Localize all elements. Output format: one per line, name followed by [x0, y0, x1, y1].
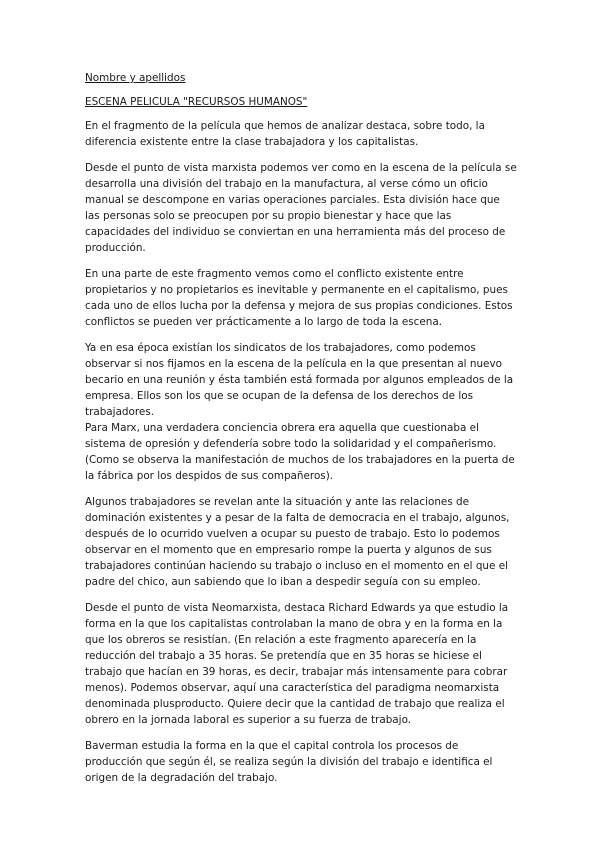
paragraph-text: Para Marx, una verdadera conciencia obrera era aquella que cuestionaba el sistema de opresión y defendería sobre todo la solidaridad y el compañerismo. (Como se observa la manifestación de muchos de los trabajadores en la puerta de la fábrica por los despidos de sus compañeros).: [85, 422, 515, 482]
paragraph-text: Baverman estudia la forma en la que el capital controla los procesos de producción que según él, se realiza según la división del trabajo e identifica el origen de la degradación del trabajo.: [85, 740, 493, 784]
paragraph-text: Ya en esa época existían los sindicatos de los trabajadores, como podemos observar si nos fijamos en la escena de la película en la que presentan al nuevo becario en una reunión y ésta también está formada por algunos empleados de la empresa. Ellos son los que se ocupan de la defensa de los derechos de los trabajadores.: [85, 342, 514, 418]
paragraph-text: En una parte de este fragmento vemos como el conflicto existente entre propietarios y no propietarios es inevitable y permanente en el capitalismo, pues cada uno de ellos lucha por la defensa y mejora de sus propias condiciones. Estos conflictos se pueden ver prácticamente a lo largo de toda la escena.: [85, 268, 513, 328]
paragraph-baverman: [85, 738, 517, 786]
paragraph-conflict: [85, 266, 517, 330]
paragraph-text: Desde el punto de vista marxista podemos ver como en la escena de la película se desarrolla una división del trabajo en la manufactura, al verse cómo un oficio manual se descompone en varias operaciones parciales. Esta división hace que las personas solo se preocupen por su propio bienestar y hace que las capacidades del individuo se conviertan en una herramienta más del proceso de producción.: [85, 162, 517, 254]
paragraph-text: En el fragmento de la película que hemos de analizar destaca, sobre todo, la diferencia existente entre la clase trabajadora y los capitalistas.: [85, 120, 485, 148]
name-line: Nombre y apellidos: [85, 72, 186, 84]
document-title: ESCENA PELICULA "RECURSOS HUMANOS": [85, 96, 308, 108]
document-body: [85, 70, 517, 796]
paragraph-unions: [85, 340, 517, 484]
paragraph-intro: [85, 118, 517, 150]
paragraph-marxist-division: [85, 160, 517, 256]
paragraph-workers-rebel: [85, 494, 517, 590]
paragraph-text: Algunos trabajadores se revelan ante la situación y ante las relaciones de dominación existentes y a pesar de la falta de democracia en el trabajo, algunos, después de lo ocurrido vuelven a ocupar su puesto de trabajo. Esto lo podemos observar en el momento que en empresario rompe la puerta y algunos de sus trabajadores continúan haciendo su trabajo o incluso en el momento en el que el padre del chico, aun sabiendo que lo iban a despedir seguía con su empleo.: [85, 496, 510, 588]
paragraph-neomarxist: [85, 600, 517, 728]
paragraph-text: Desde el punto de vista Neomarxista, destaca Richard Edwards ya que estudio la forma en la que los capitalistas controlaban la mano de obra y en la forma en la que los obreros se resistían. (En relación a este fragmento aparecería en la reducción del trabajo a 35 horas. Se pretendía que en 35 horas se hiciese el trabajo que hacían en 39 horas, es decir, trabajar más intensamente para cobrar menos). Podemos observar, aquí una característica del paradigma neomarxista denominada plusproducto. Quiere decir que la cantidad de trabajo que realiza el obrero en la jornada laboral es superior a su fuerza de trabajo.: [85, 602, 509, 726]
